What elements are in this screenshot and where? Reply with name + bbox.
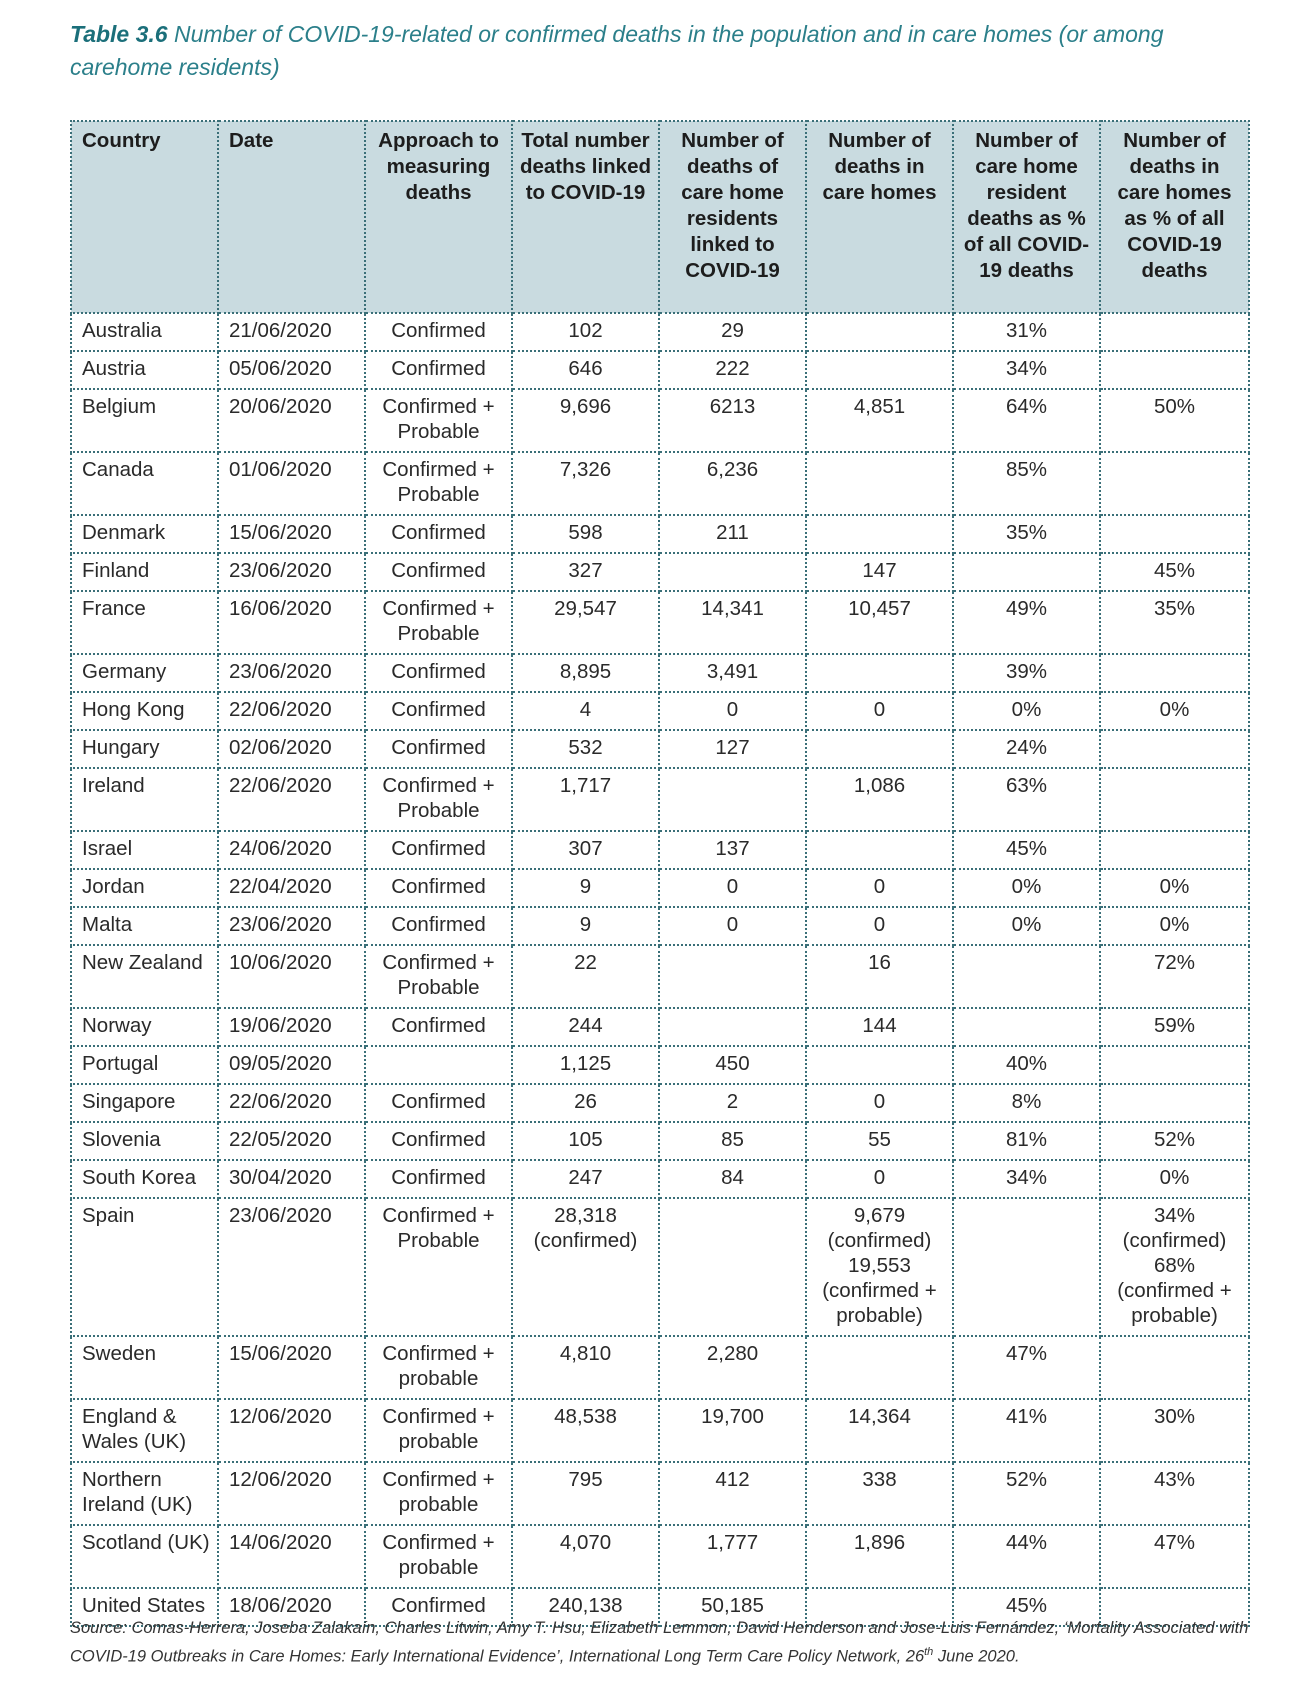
carehome-deaths-cell: 0 (806, 907, 953, 945)
total-deaths-cell: 9,696 (512, 389, 659, 452)
approach-cell: Confirmed (365, 1160, 512, 1198)
table-body (71, 313, 1249, 1626)
date-cell: 23/06/2020 (218, 907, 365, 945)
carehome-pct-cell (1100, 730, 1249, 768)
resident-pct-cell: 44% (953, 1525, 1100, 1588)
header-date: Date (218, 121, 365, 313)
carehome-deaths-cell (806, 654, 953, 692)
approach-cell: Confirmed + Probable (365, 945, 512, 1008)
country-cell: Slovenia (71, 1122, 218, 1160)
carehome-pct-cell: 45% (1100, 553, 1249, 591)
resident-pct-cell: 85% (953, 452, 1100, 515)
carehome-pct-cell: 0% (1100, 692, 1249, 730)
resident-pct-cell (953, 1008, 1100, 1046)
carehome-deaths-cell (806, 1046, 953, 1084)
country-cell: Belgium (71, 389, 218, 452)
total-deaths-cell: 7,326 (512, 452, 659, 515)
resident-pct-cell: 0% (953, 692, 1100, 730)
approach-cell: Confirmed (365, 1084, 512, 1122)
resident-deaths-cell (659, 1008, 806, 1046)
carehome-deaths-cell (806, 351, 953, 389)
country-cell: Scotland (UK) (71, 1525, 218, 1588)
resident-pct-cell: 81% (953, 1122, 1100, 1160)
resident-pct-cell: 47% (953, 1336, 1100, 1399)
table-row (71, 313, 1249, 351)
carehome-pct-cell (1100, 351, 1249, 389)
date-cell: 09/05/2020 (218, 1046, 365, 1084)
resident-deaths-cell: 6213 (659, 389, 806, 452)
date-cell: 01/06/2020 (218, 452, 365, 515)
total-deaths-cell: 29,547 (512, 591, 659, 654)
resident-pct-cell: 31% (953, 313, 1100, 351)
resident-pct-cell: 35% (953, 515, 1100, 553)
resident-deaths-cell: 14,341 (659, 591, 806, 654)
date-cell: 10/06/2020 (218, 945, 365, 1008)
header-resident-deaths: Number of deaths of care home residents linked to COVID-19 (659, 121, 806, 313)
table-row (71, 1008, 1249, 1046)
total-deaths-cell: 795 (512, 1462, 659, 1525)
country-cell: Denmark (71, 515, 218, 553)
resident-deaths-cell: 222 (659, 351, 806, 389)
table-row (71, 1160, 1249, 1198)
resident-deaths-cell: 450 (659, 1046, 806, 1084)
country-cell: United States (71, 1588, 218, 1626)
approach-cell: Confirmed (365, 869, 512, 907)
resident-deaths-cell: 211 (659, 515, 806, 553)
approach-cell: Confirmed + probable (365, 1336, 512, 1399)
approach-cell: Confirmed (365, 553, 512, 591)
date-cell: 24/06/2020 (218, 831, 365, 869)
header-resident-pct: Number of care home resident deaths as % of all COVID-19 deaths (953, 121, 1100, 313)
country-cell: Hong Kong (71, 692, 218, 730)
table-row (71, 1462, 1249, 1525)
carehome-deaths-cell (806, 515, 953, 553)
approach-cell: Confirmed + Probable (365, 591, 512, 654)
table-row (71, 1525, 1249, 1588)
country-cell: Canada (71, 452, 218, 515)
carehome-pct-cell: 52% (1100, 1122, 1249, 1160)
resident-pct-cell (953, 945, 1100, 1008)
carehome-pct-cell: 0% (1100, 907, 1249, 945)
date-cell: 22/04/2020 (218, 869, 365, 907)
approach-cell: Confirmed (365, 1588, 512, 1626)
table-row (71, 945, 1249, 1008)
carehome-deaths-cell: 144 (806, 1008, 953, 1046)
table-row (71, 907, 1249, 945)
date-cell: 19/06/2020 (218, 1008, 365, 1046)
resident-pct-cell: 34% (953, 351, 1100, 389)
carehome-pct-cell: 59% (1100, 1008, 1249, 1046)
table-row (71, 1122, 1249, 1160)
table-row (71, 1336, 1249, 1399)
table-row (71, 1198, 1249, 1336)
caption-text: Number of COVID-19-related or confirmed deaths in the population and in care homes (or among carehome residents) (70, 21, 1164, 80)
resident-pct-cell: 52% (953, 1462, 1100, 1525)
approach-cell: Confirmed + probable (365, 1525, 512, 1588)
resident-pct-cell: 40% (953, 1046, 1100, 1084)
resident-pct-cell: 34% (953, 1160, 1100, 1198)
date-cell: 12/06/2020 (218, 1399, 365, 1462)
resident-pct-cell: 63% (953, 768, 1100, 831)
approach-cell: Confirmed + probable (365, 1399, 512, 1462)
total-deaths-cell: 4 (512, 692, 659, 730)
table-row (71, 869, 1249, 907)
date-cell: 18/06/2020 (218, 1588, 365, 1626)
resident-deaths-cell: 3,491 (659, 654, 806, 692)
total-deaths-cell: 9 (512, 907, 659, 945)
table-caption (70, 18, 1220, 84)
carehome-deaths-cell: 16 (806, 945, 953, 1008)
deaths-table (70, 120, 1250, 1627)
table-row (71, 452, 1249, 515)
table-row (71, 768, 1249, 831)
carehome-deaths-cell: 0 (806, 1160, 953, 1198)
source-superscript: th (924, 1646, 934, 1658)
total-deaths-cell: 8,895 (512, 654, 659, 692)
date-cell: 30/04/2020 (218, 1160, 365, 1198)
resident-pct-cell: 49% (953, 591, 1100, 654)
resident-deaths-cell: 84 (659, 1160, 806, 1198)
header-row (71, 121, 1249, 313)
resident-pct-cell (953, 553, 1100, 591)
resident-deaths-cell: 412 (659, 1462, 806, 1525)
date-cell: 22/06/2020 (218, 1084, 365, 1122)
date-cell: 20/06/2020 (218, 389, 365, 452)
date-cell: 15/06/2020 (218, 515, 365, 553)
carehome-pct-cell: 47% (1100, 1525, 1249, 1588)
country-cell: Germany (71, 654, 218, 692)
header-carehome-deaths: Number of deaths in care homes (806, 121, 953, 313)
table-row (71, 515, 1249, 553)
table-row (71, 1046, 1249, 1084)
carehome-pct-cell: 43% (1100, 1462, 1249, 1525)
carehome-pct-cell: 72% (1100, 945, 1249, 1008)
resident-pct-cell: 0% (953, 907, 1100, 945)
carehome-deaths-cell: 1,896 (806, 1525, 953, 1588)
resident-deaths-cell: 29 (659, 313, 806, 351)
total-deaths-cell: 26 (512, 1084, 659, 1122)
total-deaths-cell: 247 (512, 1160, 659, 1198)
carehome-deaths-cell: 10,457 (806, 591, 953, 654)
approach-cell: Confirmed (365, 313, 512, 351)
carehome-deaths-cell: 9,679 (confirmed) 19,553 (confirmed + probable) (806, 1198, 953, 1336)
carehome-deaths-cell: 0 (806, 692, 953, 730)
carehome-pct-cell (1100, 1046, 1249, 1084)
total-deaths-cell: 4,070 (512, 1525, 659, 1588)
resident-deaths-cell: 6,236 (659, 452, 806, 515)
carehome-pct-cell (1100, 515, 1249, 553)
resident-pct-cell: 8% (953, 1084, 1100, 1122)
total-deaths-cell: 48,538 (512, 1399, 659, 1462)
carehome-pct-cell: 0% (1100, 869, 1249, 907)
carehome-deaths-cell: 4,851 (806, 389, 953, 452)
country-cell: New Zealand (71, 945, 218, 1008)
date-cell: 22/06/2020 (218, 768, 365, 831)
approach-cell: Confirmed (365, 654, 512, 692)
resident-deaths-cell: 2,280 (659, 1336, 806, 1399)
header-country: Country (71, 121, 218, 313)
source-tail: June 2020. (933, 1647, 1020, 1666)
approach-cell: Confirmed (365, 907, 512, 945)
table-header (71, 121, 1249, 313)
source-note (70, 1616, 1250, 1669)
total-deaths-cell: 4,810 (512, 1336, 659, 1399)
total-deaths-cell: 240,138 (512, 1588, 659, 1626)
date-cell: 15/06/2020 (218, 1336, 365, 1399)
resident-pct-cell: 45% (953, 831, 1100, 869)
approach-cell: Confirmed (365, 1008, 512, 1046)
table-row (71, 831, 1249, 869)
carehome-deaths-cell: 14,364 (806, 1399, 953, 1462)
approach-cell: Confirmed + Probable (365, 768, 512, 831)
carehome-pct-cell: 30% (1100, 1399, 1249, 1462)
total-deaths-cell: 532 (512, 730, 659, 768)
carehome-pct-cell (1100, 452, 1249, 515)
table-row (71, 553, 1249, 591)
carehome-deaths-cell (806, 452, 953, 515)
total-deaths-cell: 598 (512, 515, 659, 553)
table-row (71, 654, 1249, 692)
table-row (71, 591, 1249, 654)
country-cell: Israel (71, 831, 218, 869)
source-text: Source: Comas-Herrera, Joseba Zalakaín, Charles Litwin, Amy T. Hsu, Elizabeth Lemmon, David Henderson and Jose-Luis Fernández, ‘Mortality Associated with COVID-19 Outbreaks in Care Homes: Early International Evidence’, International Long Term Care Policy Network, 26 (70, 1619, 1249, 1666)
approach-cell: Confirmed + Probable (365, 1198, 512, 1336)
carehome-pct-cell (1100, 654, 1249, 692)
carehome-deaths-cell: 0 (806, 869, 953, 907)
table-row (71, 1399, 1249, 1462)
date-cell: 22/06/2020 (218, 692, 365, 730)
country-cell: Malta (71, 907, 218, 945)
carehome-deaths-cell (806, 730, 953, 768)
resident-pct-cell: 41% (953, 1399, 1100, 1462)
country-cell: Singapore (71, 1084, 218, 1122)
country-cell: Jordan (71, 869, 218, 907)
country-cell: Australia (71, 313, 218, 351)
country-cell: Norway (71, 1008, 218, 1046)
country-cell: Austria (71, 351, 218, 389)
resident-pct-cell: 39% (953, 654, 1100, 692)
date-cell: 21/06/2020 (218, 313, 365, 351)
carehome-pct-cell (1100, 313, 1249, 351)
resident-deaths-cell: 2 (659, 1084, 806, 1122)
date-cell: 23/06/2020 (218, 553, 365, 591)
caption-label: Table 3.6 (70, 21, 168, 47)
resident-deaths-cell: 0 (659, 869, 806, 907)
table-row (71, 692, 1249, 730)
country-cell: Finland (71, 553, 218, 591)
country-cell: France (71, 591, 218, 654)
table-row (71, 1084, 1249, 1122)
total-deaths-cell: 646 (512, 351, 659, 389)
resident-deaths-cell: 1,777 (659, 1525, 806, 1588)
approach-cell: Confirmed (365, 351, 512, 389)
date-cell: 05/06/2020 (218, 351, 365, 389)
resident-deaths-cell: 0 (659, 692, 806, 730)
resident-deaths-cell: 0 (659, 907, 806, 945)
total-deaths-cell: 102 (512, 313, 659, 351)
approach-cell (365, 1046, 512, 1084)
country-cell: Portugal (71, 1046, 218, 1084)
resident-deaths-cell: 19,700 (659, 1399, 806, 1462)
resident-deaths-cell: 85 (659, 1122, 806, 1160)
carehome-pct-cell: 34% (confirmed) 68% (confirmed + probable) (1100, 1198, 1249, 1336)
approach-cell: Confirmed (365, 1122, 512, 1160)
total-deaths-cell: 1,717 (512, 768, 659, 831)
date-cell: 23/06/2020 (218, 654, 365, 692)
total-deaths-cell: 105 (512, 1122, 659, 1160)
resident-pct-cell (953, 1198, 1100, 1336)
approach-cell: Confirmed + Probable (365, 389, 512, 452)
carehome-pct-cell (1100, 1336, 1249, 1399)
header-approach: Approach to measuring deaths (365, 121, 512, 313)
country-cell: Spain (71, 1198, 218, 1336)
approach-cell: Confirmed (365, 730, 512, 768)
carehome-pct-cell: 50% (1100, 389, 1249, 452)
header-carehome-pct: Number of deaths in care homes as % of all COVID-19 deaths (1100, 121, 1249, 313)
approach-cell: Confirmed (365, 515, 512, 553)
country-cell: Sweden (71, 1336, 218, 1399)
carehome-deaths-cell: 338 (806, 1462, 953, 1525)
carehome-pct-cell: 35% (1100, 591, 1249, 654)
country-cell: Hungary (71, 730, 218, 768)
resident-deaths-cell (659, 1198, 806, 1336)
date-cell: 02/06/2020 (218, 730, 365, 768)
carehome-deaths-cell: 147 (806, 553, 953, 591)
resident-deaths-cell: 127 (659, 730, 806, 768)
header-total-deaths: Total number deaths linked to COVID-19 (512, 121, 659, 313)
country-cell: Northern Ireland (UK) (71, 1462, 218, 1525)
carehome-deaths-cell: 0 (806, 1084, 953, 1122)
total-deaths-cell: 307 (512, 831, 659, 869)
carehome-pct-cell (1100, 1084, 1249, 1122)
date-cell: 12/06/2020 (218, 1462, 365, 1525)
approach-cell: Confirmed + probable (365, 1462, 512, 1525)
carehome-deaths-cell (806, 831, 953, 869)
date-cell: 22/05/2020 (218, 1122, 365, 1160)
resident-deaths-cell: 137 (659, 831, 806, 869)
carehome-pct-cell (1100, 831, 1249, 869)
total-deaths-cell: 327 (512, 553, 659, 591)
resident-pct-cell: 24% (953, 730, 1100, 768)
resident-deaths-cell (659, 768, 806, 831)
carehome-pct-cell: 0% (1100, 1160, 1249, 1198)
table-row (71, 351, 1249, 389)
date-cell: 16/06/2020 (218, 591, 365, 654)
carehome-deaths-cell: 55 (806, 1122, 953, 1160)
resident-deaths-cell: 50,185 (659, 1588, 806, 1626)
resident-pct-cell: 64% (953, 389, 1100, 452)
date-cell: 14/06/2020 (218, 1525, 365, 1588)
carehome-pct-cell (1100, 768, 1249, 831)
total-deaths-cell: 22 (512, 945, 659, 1008)
resident-pct-cell: 0% (953, 869, 1100, 907)
resident-deaths-cell (659, 945, 806, 1008)
resident-deaths-cell (659, 553, 806, 591)
approach-cell: Confirmed (365, 831, 512, 869)
resident-pct-cell: 45% (953, 1588, 1100, 1626)
country-cell: England & Wales (UK) (71, 1399, 218, 1462)
total-deaths-cell: 9 (512, 869, 659, 907)
approach-cell: Confirmed (365, 692, 512, 730)
country-cell: South Korea (71, 1160, 218, 1198)
total-deaths-cell: 244 (512, 1008, 659, 1046)
carehome-deaths-cell (806, 313, 953, 351)
table-row (71, 730, 1249, 768)
country-cell: Ireland (71, 768, 218, 831)
table-row (71, 389, 1249, 452)
carehome-deaths-cell (806, 1336, 953, 1399)
date-cell: 23/06/2020 (218, 1198, 365, 1336)
total-deaths-cell: 1,125 (512, 1046, 659, 1084)
approach-cell: Confirmed + Probable (365, 452, 512, 515)
total-deaths-cell: 28,318 (confirmed) (512, 1198, 659, 1336)
carehome-deaths-cell: 1,086 (806, 768, 953, 831)
